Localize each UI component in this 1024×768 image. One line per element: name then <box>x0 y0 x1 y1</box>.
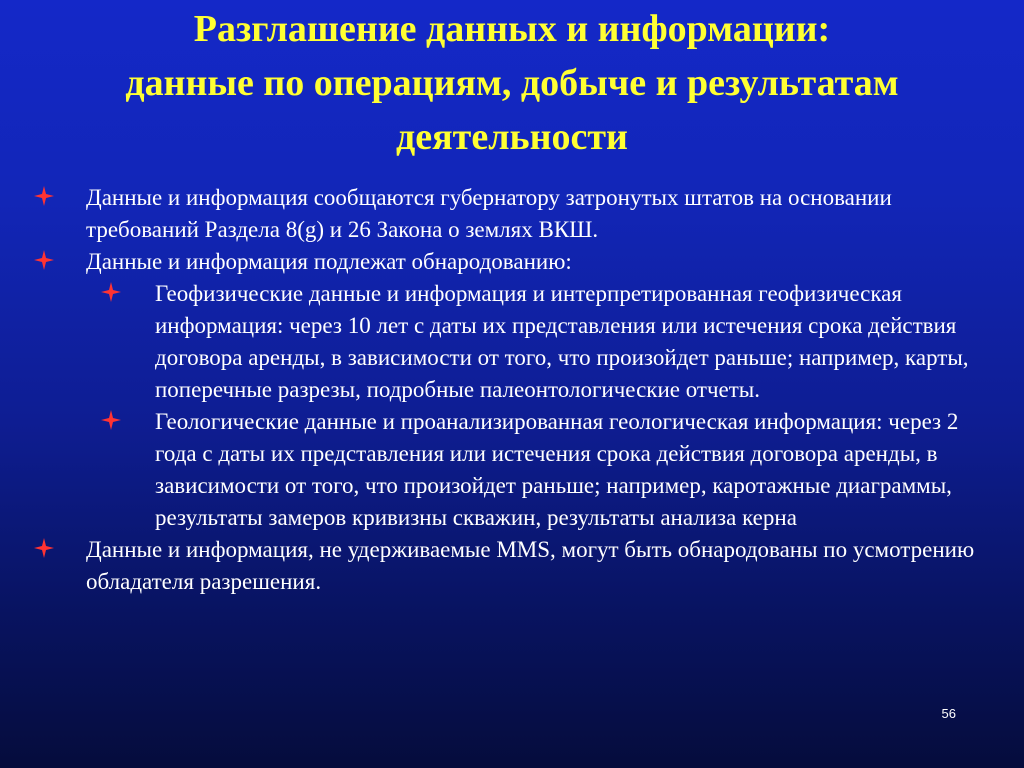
four-point-star-icon <box>101 410 123 432</box>
four-point-star-icon <box>34 250 56 272</box>
bullet-item-governor-notice <box>0 182 986 246</box>
slide-title <box>0 2 1024 164</box>
bullet-item-disclosure <box>0 246 986 278</box>
bullet-text: Данные и информация подлежат обнародованию: <box>86 249 572 274</box>
bullet-list <box>0 182 1024 598</box>
bullet-text: Данные и информация, не удерживаемые MMS, могут быть обнародованы по усмотрению обладателя разрешения. <box>86 537 975 594</box>
slide-title-line-3: деятельности <box>396 116 628 158</box>
four-point-star-icon <box>34 538 56 560</box>
bullet-text: Геологические данные и проанализированная геологическая информация: через 2 года с даты их представления или истечения срока действия договора аренды, в зависимости от того, что произойдет раньше; например, каротажные диаграммы, результаты замеров кривизны скважин, результаты анализа керна <box>155 409 959 530</box>
slide-title-line-1: Разглашение данных и информации: <box>193 8 831 50</box>
page-number: 56 <box>941 706 956 721</box>
four-point-star-icon <box>101 282 123 304</box>
sub-bullet-item-geological <box>0 406 990 534</box>
sub-bullet-item-geophysical <box>0 278 990 406</box>
bullet-text: Геофизические данные и информация и интерпретированная геофизическая информация: через 10 лет с даты их представления или истечения срока действия договора аренды, в зависимости от того, что произойдет раньше; например, карты, поперечные разрезы, подробные палеонтологические отчеты. <box>155 281 969 402</box>
bullet-item-non-mms-data <box>0 534 986 598</box>
four-point-star-icon <box>34 186 56 208</box>
bullet-text: Данные и информация сообщаются губернатору затронутых штатов на основании требований Раздела 8(g) и 26 Закона о землях ВКШ. <box>86 185 892 242</box>
slide-title-line-2: данные по операциям, добыче и результатам <box>125 62 899 104</box>
